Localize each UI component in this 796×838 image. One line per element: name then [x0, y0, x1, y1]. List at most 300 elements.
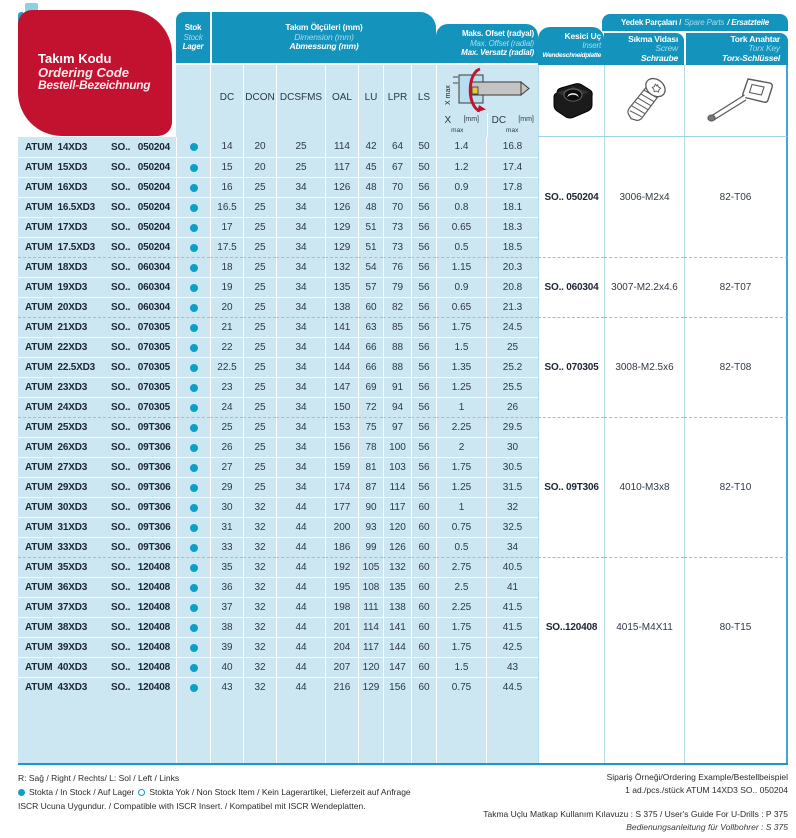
- code-part: SO..: [111, 682, 131, 693]
- stock-dot: [190, 464, 198, 472]
- non-stock-dot: [138, 789, 145, 796]
- code-part: 30XD3: [57, 502, 88, 513]
- cell-dcon: 32: [243, 557, 276, 577]
- cell-oal: 126: [325, 197, 358, 217]
- cell-dcsfms: 25: [276, 157, 325, 177]
- cell-dcsfms: 34: [276, 337, 325, 357]
- dimensions-header: [212, 12, 436, 63]
- cell-stock: [176, 497, 210, 517]
- stock-dot: [190, 584, 198, 592]
- cell-ls: 56: [411, 297, 436, 317]
- footer-ordering-example: [483, 771, 788, 834]
- cell-lu: 54: [358, 257, 383, 277]
- code-part: 36XD3: [57, 582, 88, 593]
- cell-code: [18, 497, 176, 517]
- cell-dcsfms: 34: [276, 177, 325, 197]
- code-part: 23XD3: [57, 382, 88, 393]
- cell-ls: 56: [411, 397, 436, 417]
- cell-oal: 216: [325, 677, 358, 697]
- cell-stock: [176, 557, 210, 577]
- cell-dcmax: 16.8: [486, 137, 538, 157]
- torx-code-cell: 82-T06: [684, 137, 788, 257]
- cell-code: [18, 437, 176, 457]
- code-part: ATUM: [25, 302, 53, 313]
- cell-lu: 51: [358, 237, 383, 257]
- screw-header-tr: Sıkma Vidası: [628, 33, 678, 44]
- cell-dc: 22: [210, 337, 243, 357]
- code-part: SO..: [111, 322, 131, 333]
- code-part: ATUM: [25, 362, 53, 373]
- code-part: 25XD3: [57, 422, 88, 433]
- cell-stock: [176, 377, 210, 397]
- cell-dc: 33: [210, 537, 243, 557]
- cell-dcsfms: 34: [276, 197, 325, 217]
- table-group: [18, 317, 788, 417]
- code-part: ATUM: [25, 242, 53, 253]
- code-part: 09T306: [137, 422, 171, 433]
- table-group: [18, 137, 788, 257]
- cell-dcsfms: 34: [276, 257, 325, 277]
- cell-xmax: 0.75: [436, 677, 486, 697]
- cell-code: [18, 457, 176, 477]
- cell-dcon: 25: [243, 177, 276, 197]
- cell-code: [18, 377, 176, 397]
- cell-xmax: 1.35: [436, 357, 486, 377]
- cell-xmax: 0.65: [436, 217, 486, 237]
- code-part: 19XD3: [57, 282, 88, 293]
- table-row: [18, 317, 538, 337]
- cell-code: [18, 537, 176, 557]
- stock-dot: [190, 364, 198, 372]
- stock-dot: [190, 664, 198, 672]
- cell-dcon: 25: [243, 337, 276, 357]
- spare-parts-de: / Ersatzteile: [727, 17, 770, 27]
- cell-dcmax: 30: [486, 437, 538, 457]
- table-bottom-border: [18, 763, 788, 765]
- cell-dcon: 25: [243, 277, 276, 297]
- cell-ls: 60: [411, 537, 436, 557]
- code-part: 09T306: [137, 462, 171, 473]
- cell-dc: 22.5: [210, 357, 243, 377]
- code-part: 43XD3: [57, 682, 88, 693]
- cell-lpr: 97: [383, 417, 411, 437]
- code-part: 33XD3: [57, 542, 88, 553]
- ordering-code-en: Ordering Code: [38, 64, 130, 80]
- code-part: SO..: [111, 462, 131, 473]
- table-row: [18, 557, 538, 577]
- cell-code: [18, 697, 176, 763]
- cell-lu: 108: [358, 577, 383, 597]
- cell-dc: 24: [210, 397, 243, 417]
- cell-dcmax: 25: [486, 337, 538, 357]
- cell-xmax: 1: [436, 497, 486, 517]
- code-part: 14XD3: [57, 141, 88, 153]
- stock-header: [176, 12, 210, 63]
- code-part: 22XD3: [57, 342, 88, 353]
- cell-lu: 42: [358, 137, 383, 157]
- cell-stock: [176, 697, 210, 763]
- cell-dc: 18: [210, 257, 243, 277]
- cell-dcmax: 34: [486, 537, 538, 557]
- cell-lpr: 117: [383, 497, 411, 517]
- cell-lpr: 67: [383, 157, 411, 177]
- code-part: 070305: [137, 382, 170, 393]
- cell-stock: [176, 457, 210, 477]
- cell-dcsfms: 44: [276, 577, 325, 597]
- cell-dcon: 32: [243, 597, 276, 617]
- cell-stock: [176, 337, 210, 357]
- offset-labels: [437, 113, 538, 137]
- code-part: 070305: [137, 402, 170, 413]
- cell-ls: 60: [411, 517, 436, 537]
- cell-code: [18, 617, 176, 637]
- cell-dc: 27: [210, 457, 243, 477]
- table-group: [18, 257, 788, 317]
- cell-dcon: 32: [243, 637, 276, 657]
- cell-ls: 56: [411, 177, 436, 197]
- cell-dcsfms: 34: [276, 297, 325, 317]
- table-group: [18, 557, 788, 697]
- col-label-lu: LU: [358, 65, 383, 137]
- cell-dcon: 25: [243, 437, 276, 457]
- cell-oal: 129: [325, 237, 358, 257]
- code-part: 27XD3: [57, 462, 88, 473]
- cell-dc: 23: [210, 377, 243, 397]
- cell-ls: 50: [411, 137, 436, 157]
- table-row: [18, 537, 538, 557]
- torx-key-icon: [696, 74, 776, 128]
- code-part: ATUM: [25, 682, 53, 693]
- code-part: 120408: [137, 682, 170, 693]
- code-part: 09T306: [137, 542, 171, 553]
- cell-code: [18, 517, 176, 537]
- cell-xmax: 2.75: [436, 557, 486, 577]
- code-part: ATUM: [25, 162, 53, 173]
- code-part: 120408: [137, 562, 170, 573]
- cell-dc: [210, 697, 243, 763]
- stock-dot: [190, 143, 198, 151]
- cell-code: [18, 637, 176, 657]
- code-part: SO..: [111, 141, 131, 153]
- cell-dc: 31: [210, 517, 243, 537]
- cell-xmax: 1.4: [436, 137, 486, 157]
- cell-dcsfms: 34: [276, 457, 325, 477]
- cell-lpr: 156: [383, 677, 411, 697]
- cell-code: [18, 137, 176, 157]
- torx-key-header-tr: Tork Anahtar: [730, 33, 780, 44]
- screw-code-cell: 4015-M4X11: [604, 557, 684, 697]
- cell-lu: 120: [358, 657, 383, 677]
- code-part: 050204: [137, 222, 170, 233]
- code-part: SO..: [111, 602, 131, 613]
- code-part: SO..: [111, 242, 131, 253]
- cell-lpr: 141: [383, 617, 411, 637]
- stock-dot: [190, 284, 198, 292]
- insert-header: [538, 27, 604, 65]
- cell-lu: 45: [358, 157, 383, 177]
- code-part: 26XD3: [57, 442, 88, 453]
- cell-dcsfms: 44: [276, 537, 325, 557]
- table-row: [18, 637, 538, 657]
- code-part: SO..: [111, 562, 131, 573]
- cell-dcon: 32: [243, 677, 276, 697]
- table-row: [18, 137, 538, 157]
- code-part: ATUM: [25, 141, 53, 153]
- code-part: SO..: [111, 482, 131, 493]
- code-part: 050204: [137, 141, 170, 153]
- cell-lpr: 76: [383, 257, 411, 277]
- cell-dc: 30: [210, 497, 243, 517]
- table-row: [18, 397, 538, 417]
- cell-lpr: 132: [383, 557, 411, 577]
- cell-dcmax: 41.5: [486, 597, 538, 617]
- cell-lu: 63: [358, 317, 383, 337]
- cell-ls: 56: [411, 377, 436, 397]
- torx-key-icon-cell: [684, 65, 788, 137]
- code-part: SO..: [111, 282, 131, 293]
- cell-stock: [176, 157, 210, 177]
- code-part: SO..: [111, 522, 131, 533]
- cell-code: [18, 677, 176, 697]
- screw-header: [604, 33, 684, 65]
- max-offset-header: [436, 24, 538, 63]
- table-row: [18, 237, 538, 257]
- cell-dcmax: 21.3: [486, 297, 538, 317]
- table-row: [18, 417, 538, 437]
- cell-dcon: 20: [243, 137, 276, 157]
- screw-header-en: Screw: [655, 43, 678, 54]
- code-part: 16.5XD3: [57, 202, 96, 213]
- cell-lpr: 73: [383, 217, 411, 237]
- insert-header-tr: Kesici Uç: [564, 30, 601, 41]
- users-guide-note: Takma Uçlu Matkap Kullanım Kılavuzu : S 375 / User's Guide For U-Drills : P 375: [483, 809, 788, 819]
- cell-ls: 60: [411, 597, 436, 617]
- cell-lpr: 88: [383, 337, 411, 357]
- code-part: ATUM: [25, 322, 53, 333]
- table-row: [18, 457, 538, 477]
- cell-dcon: 25: [243, 357, 276, 377]
- code-part: ATUM: [25, 182, 53, 193]
- cell-code: [18, 197, 176, 217]
- col-label-dcon: DCON: [243, 65, 276, 137]
- cell-code: [18, 297, 176, 317]
- cell-stock: [176, 257, 210, 277]
- insert-code-cell: SO.. 060304: [538, 257, 604, 317]
- cell-ls: [411, 697, 436, 763]
- cell-dcmax: 25.2: [486, 357, 538, 377]
- stock-dot: [190, 264, 198, 272]
- stock-dot: [190, 604, 198, 612]
- code-part: 050204: [137, 162, 170, 173]
- table-row: [18, 197, 538, 217]
- code-part: SO..: [111, 582, 131, 593]
- code-part: 120408: [137, 622, 170, 633]
- cell-dcmax: 43: [486, 657, 538, 677]
- filler-trx-cell: [684, 697, 788, 763]
- cell-code: [18, 477, 176, 497]
- cell-lpr: 135: [383, 577, 411, 597]
- cell-oal: 177: [325, 497, 358, 517]
- cell-dc: 38: [210, 617, 243, 637]
- cell-dcsfms: 34: [276, 317, 325, 337]
- cell-dcsfms: 44: [276, 637, 325, 657]
- cell-ls: 56: [411, 477, 436, 497]
- screw-header-de: Schraube: [640, 52, 678, 63]
- cell-dc: 17.5: [210, 237, 243, 257]
- screw-icon: [616, 73, 674, 129]
- code-part: 09T306: [137, 482, 171, 493]
- cell-lu: 69: [358, 377, 383, 397]
- ordering-code-tr: Takım Kodu: [38, 51, 112, 66]
- stock-dot: [190, 564, 198, 572]
- cell-code: [18, 277, 176, 297]
- table-body: [18, 137, 788, 763]
- code-part: 09T306: [137, 522, 171, 533]
- cell-lu: 66: [358, 357, 383, 377]
- stock-header-en: Stock: [183, 32, 203, 42]
- code-part: ATUM: [25, 382, 53, 393]
- code-part: 39XD3: [57, 642, 88, 653]
- cell-xmax: 1.5: [436, 657, 486, 677]
- cell-ls: 56: [411, 257, 436, 277]
- cell-dcmax: 17.4: [486, 157, 538, 177]
- cell-dcmax: 24.5: [486, 317, 538, 337]
- cell-xmax: [436, 697, 486, 763]
- cell-stock: [176, 317, 210, 337]
- cell-lu: 78: [358, 437, 383, 457]
- cell-oal: 117: [325, 157, 358, 177]
- cell-lpr: 82: [383, 297, 411, 317]
- footer-notes: [18, 771, 411, 813]
- cell-ls: 60: [411, 557, 436, 577]
- dimension-subheader: [176, 65, 538, 137]
- cell-dcmax: 29.5: [486, 417, 538, 437]
- xmax-column-label: X max [mm]: [444, 115, 479, 134]
- insert-code-cell: SO.. 070305: [538, 317, 604, 417]
- stock-dot: [190, 504, 198, 512]
- cell-oal: [325, 697, 358, 763]
- cell-lu: 66: [358, 337, 383, 357]
- cell-xmax: 2.25: [436, 417, 486, 437]
- cell-dcsfms: 34: [276, 357, 325, 377]
- cell-dcsfms: 44: [276, 597, 325, 617]
- cell-dc: 16.5: [210, 197, 243, 217]
- cell-dcsfms: 34: [276, 237, 325, 257]
- code-part: 35XD3: [57, 562, 88, 573]
- ordering-example-value: 1 ad./pcs./stück ATUM 14XD3 SO.. 050204: [625, 785, 788, 795]
- code-part: 070305: [137, 342, 170, 353]
- cell-oal: 201: [325, 617, 358, 637]
- code-part: ATUM: [25, 282, 53, 293]
- code-part: ATUM: [25, 502, 53, 513]
- stock-dot: [190, 224, 198, 232]
- table-row: [18, 617, 538, 637]
- cell-dcsfms: 44: [276, 677, 325, 697]
- filler-rows: [18, 697, 538, 763]
- cell-xmax: 0.9: [436, 277, 486, 297]
- cell-code: [18, 157, 176, 177]
- group-rows: [18, 417, 538, 557]
- cell-ls: 56: [411, 417, 436, 437]
- cell-stock: [176, 177, 210, 197]
- cell-lpr: 103: [383, 457, 411, 477]
- code-part: ATUM: [25, 562, 53, 573]
- code-part: ATUM: [25, 462, 53, 473]
- cell-dc: 29: [210, 477, 243, 497]
- group-rows: [18, 257, 538, 317]
- stock-dot: [190, 644, 198, 652]
- code-part: SO..: [111, 222, 131, 233]
- cell-dcsfms: 34: [276, 417, 325, 437]
- cell-lpr: 70: [383, 197, 411, 217]
- code-part: SO..: [111, 362, 131, 373]
- cell-lu: 90: [358, 497, 383, 517]
- code-part: 09T306: [137, 442, 171, 453]
- cell-dcmax: 20.3: [486, 257, 538, 277]
- col-label-dcsfms: DCSFMS: [276, 65, 325, 137]
- cell-code: [18, 417, 176, 437]
- code-part: ATUM: [25, 522, 53, 533]
- code-part: ATUM: [25, 602, 53, 613]
- cell-dcmax: 31.5: [486, 477, 538, 497]
- cell-oal: 114: [325, 137, 358, 157]
- insert-header-en: Insert: [582, 41, 601, 51]
- cell-dcon: 25: [243, 377, 276, 397]
- cell-lpr: 126: [383, 537, 411, 557]
- stock-dot: [190, 424, 198, 432]
- drill-offset-diagram: [441, 65, 535, 113]
- code-part: ATUM: [25, 662, 53, 673]
- screw-code-cell: 4010-M3x8: [604, 417, 684, 557]
- cell-oal: 153: [325, 417, 358, 437]
- ordering-example-title: Sipariş Örneği/Ordering Example/Bestellbeispiel: [606, 772, 788, 782]
- cell-xmax: 0.8: [436, 197, 486, 217]
- cell-dcmax: 40.5: [486, 557, 538, 577]
- code-part: SO..: [111, 442, 131, 453]
- cell-ls: 56: [411, 337, 436, 357]
- table-row: [18, 377, 538, 397]
- cell-xmax: 1.2: [436, 157, 486, 177]
- cell-dcsfms: 34: [276, 437, 325, 457]
- table-row: [18, 357, 538, 377]
- cell-stock: [176, 237, 210, 257]
- cell-dcsfms: 34: [276, 477, 325, 497]
- cell-oal: 126: [325, 177, 358, 197]
- cell-xmax: 1.75: [436, 457, 486, 477]
- cell-code: [18, 597, 176, 617]
- table-row: [18, 577, 538, 597]
- cell-oal: 132: [325, 257, 358, 277]
- stock-dot: [190, 484, 198, 492]
- stock-dot: [190, 404, 198, 412]
- cell-stock: [176, 657, 210, 677]
- cell-lu: 75: [358, 417, 383, 437]
- code-part: SO..: [111, 622, 131, 633]
- insert-icon-cell: [538, 65, 604, 137]
- cell-lu: 105: [358, 557, 383, 577]
- screw-code-cell: 3008-M2.5x6: [604, 317, 684, 417]
- group-rows: [18, 137, 538, 257]
- cell-ls: 60: [411, 677, 436, 697]
- spare-parts-banner: [602, 14, 788, 31]
- code-part: ATUM: [25, 642, 53, 653]
- cell-dcon: 32: [243, 517, 276, 537]
- code-part: SO..: [111, 202, 131, 213]
- stock-dot: [190, 624, 198, 632]
- cell-lpr: 79: [383, 277, 411, 297]
- cell-ls: 60: [411, 637, 436, 657]
- table-row: [18, 257, 538, 277]
